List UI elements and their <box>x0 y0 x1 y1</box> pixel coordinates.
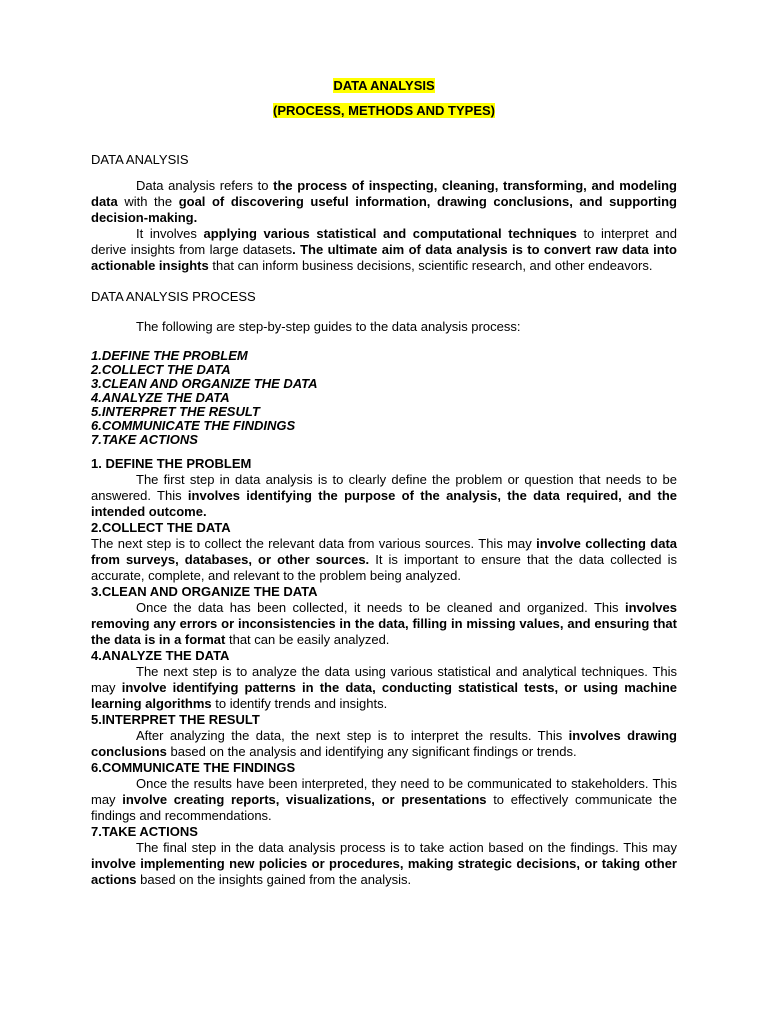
text-run: The next step is to collect the relevant data from various sources. This may <box>91 536 537 551</box>
text-run: based on the insights gained from the analysis. <box>136 872 412 887</box>
text-run: to interpret and derive insights from large datasets <box>91 226 677 257</box>
process-steps-list <box>91 349 677 447</box>
paragraph-definition <box>91 178 677 226</box>
text-run: The next step is to analyze the data using various statistical and analytical techniques. This may <box>91 664 677 695</box>
step-paragraph <box>91 840 677 888</box>
bold-text-run: goal of discovering useful information, drawing conclusions, and supporting decision-making. <box>91 194 677 225</box>
step-paragraph <box>91 664 677 712</box>
process-list-item: 5.INTERPRET THE RESULT <box>91 404 260 419</box>
process-list-item: 6.COMMUNICATE THE FINDINGS <box>91 418 296 433</box>
step-heading: 5.INTERPRET THE RESULT <box>91 712 260 727</box>
text-run: that can be easily analyzed. <box>225 632 390 647</box>
text-run: that can inform business decisions, scientific research, and other endeavors. <box>208 258 653 273</box>
section-heading-process: DATA ANALYSIS PROCESS <box>91 289 256 304</box>
bold-text-run: . The ultimate aim of data analysis is to convert raw data into actionable insights <box>91 242 677 273</box>
process-list-item: 3.CLEAN AND ORGANIZE THE DATA <box>91 376 318 391</box>
document-subtitle: (PROCESS, METHODS AND TYPES) <box>273 103 495 118</box>
text-run: to identify trends and insights. <box>211 696 388 711</box>
step-paragraph <box>91 600 677 648</box>
text-run: Data analysis refers to <box>136 178 274 193</box>
bold-text-run: involve implementing new policies or procedures, making strategic decisions, or taking other actions <box>91 856 677 887</box>
bold-text-run: involve collecting data from surveys, databases, or other sources. <box>91 536 677 567</box>
text-run: The final step in the data analysis process is to take action based on the findings. This may <box>136 840 677 855</box>
step-paragraph <box>91 536 677 584</box>
process-steps-detail <box>91 456 677 888</box>
step-heading: 4.ANALYZE THE DATA <box>91 648 230 663</box>
bold-text-run: the process of inspecting, cleaning, transforming, and modeling data <box>91 178 677 209</box>
text-run: It involves <box>136 226 204 241</box>
step-heading: 1. DEFINE THE PROBLEM <box>91 456 252 471</box>
step-paragraph <box>91 776 677 824</box>
text-run: to effectively communicate the findings and recommendations. <box>91 792 678 823</box>
text-run: The first step in data analysis is to clearly define the problem or question that needs to be answered. This <box>91 472 677 503</box>
text-run: based on the analysis and identifying any significant findings or trends. <box>166 744 577 759</box>
step-heading: 6.COMMUNICATE THE FINDINGS <box>91 760 296 775</box>
process-list-item: 2.COLLECT THE DATA <box>91 362 231 377</box>
text-run: Once the data has been collected, it needs to be cleaned and organized. This <box>136 600 625 615</box>
bold-text-run: involve creating reports, visualizations, or presentations <box>122 792 487 807</box>
process-intro: The following are step-by-step guides to the data analysis process: <box>136 319 521 334</box>
section-heading-data-analysis: DATA ANALYSIS <box>91 152 189 167</box>
text-run: It is important to ensure that the data collected is accurate, complete, and relevant to the problem being analyzed. <box>91 552 677 583</box>
title-block <box>91 78 677 119</box>
step-heading: 7.TAKE ACTIONS <box>91 824 198 839</box>
paragraph-involves <box>91 226 677 274</box>
process-list-item: 1.DEFINE THE PROBLEM <box>91 348 248 363</box>
document-page <box>91 78 677 888</box>
bold-text-run: applying various statistical and computational techniques <box>203 226 577 241</box>
step-heading: 2.COLLECT THE DATA <box>91 520 231 535</box>
text-run: with the <box>117 194 179 209</box>
step-paragraph <box>91 728 677 760</box>
text-run: Once the results have been interpreted, they need to be communicated to stakeholders. This may <box>91 776 677 807</box>
process-list-item: 4.ANALYZE THE DATA <box>91 390 230 405</box>
bold-text-run: involve identifying patterns in the data, conducting statistical tests, or using machine learning algorithms <box>91 680 678 711</box>
process-list-item: 7.TAKE ACTIONS <box>91 432 198 447</box>
step-paragraph <box>91 472 677 520</box>
bold-text-run: involves drawing conclusions <box>91 728 677 759</box>
bold-text-run: involves removing any errors or inconsistencies in the data, filling in missing values, and ensuring that the data is in a format <box>91 600 677 647</box>
step-heading: 3.CLEAN AND ORGANIZE THE DATA <box>91 584 318 599</box>
text-run: After analyzing the data, the next step is to interpret the results. This <box>136 728 569 743</box>
document-title: DATA ANALYSIS <box>333 78 435 93</box>
bold-text-run: involves identifying the purpose of the analysis, the data required, and the intended outcome. <box>91 488 677 519</box>
